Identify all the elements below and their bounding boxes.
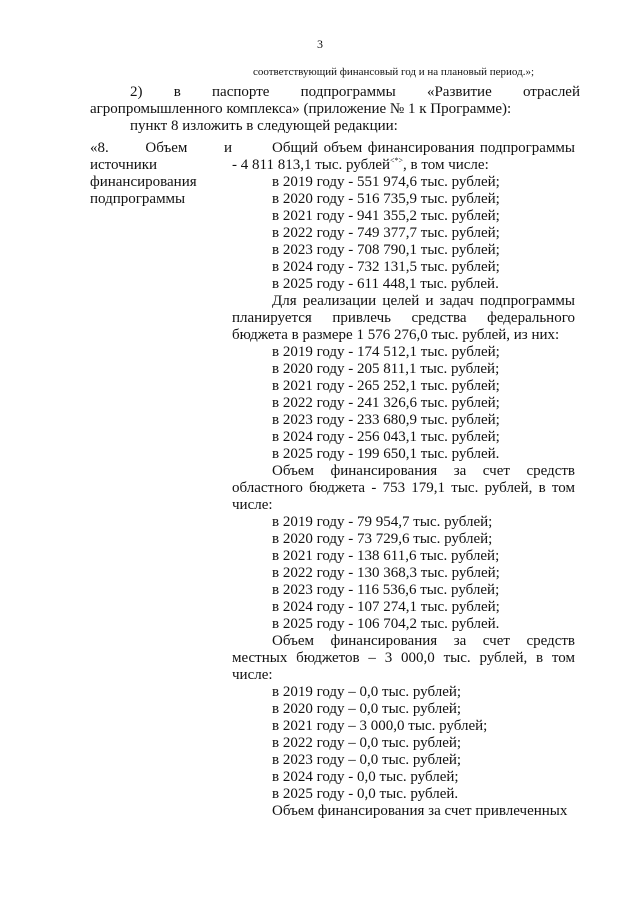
intro-line-2: агропромышленного комплекса» (приложение № 1 к Программе): xyxy=(90,101,512,117)
funding-year-item: в 2019 году - 551 974,6 тыс. рублей; xyxy=(272,174,500,190)
total-funding-list xyxy=(232,174,575,293)
total-funding-text: Общий объем финансирования подпрограммы - 4 811 813,1 тыс. рублей xyxy=(232,140,575,173)
total-funding-text-end: , в том числе: xyxy=(403,157,489,173)
intro-line-3: пункт 8 изложить в следующей редакции: xyxy=(130,118,398,134)
label-line-4: подпрограммы xyxy=(90,191,186,207)
label-word-volume: Объем xyxy=(145,140,188,156)
funding-year-item: в 2019 году - 174 512,1 тыс. рублей; xyxy=(272,344,500,360)
funding-year-item: в 2023 году – 0,0 тыс. рублей; xyxy=(272,752,462,768)
funding-year-item: в 2024 году - 107 274,1 тыс. рублей; xyxy=(272,599,500,615)
local-funding-paragraph: Объем финансирования за счет средств местных бюджетов – 3 000,0 тыс. рублей, в том числе: xyxy=(232,633,575,683)
funding-year-item: в 2025 году - 611 448,1 тыс. рублей. xyxy=(272,276,499,292)
funding-year-item: в 2020 году - 205 811,1 тыс. рублей; xyxy=(272,361,500,377)
previous-item-continuation: соответствующий финансовый год и на плановый период.»; xyxy=(253,66,535,78)
total-funding-paragraph xyxy=(232,140,575,174)
federal-funding-list xyxy=(232,344,575,463)
funding-year-item: в 2022 году – 0,0 тыс. рублей; xyxy=(272,735,462,751)
passport-item-content xyxy=(232,140,575,820)
label-line-2: источники xyxy=(90,157,158,173)
funding-year-item: в 2020 году - 516 735,9 тыс. рублей; xyxy=(272,191,500,207)
page-number: 3 xyxy=(317,37,323,51)
funding-year-item: в 2024 году - 732 131,5 тыс. рублей; xyxy=(272,259,500,275)
label-first-line xyxy=(90,140,232,157)
attracted-funding-paragraph: Объем финансирования за счет привлеченных xyxy=(272,803,568,819)
funding-year-item: в 2024 году - 256 043,1 тыс. рублей; xyxy=(272,429,500,445)
funding-year-item: в 2019 году - 79 954,7 тыс. рублей; xyxy=(272,514,493,530)
funding-year-item: в 2020 году – 0,0 тыс. рублей; xyxy=(272,701,462,717)
item-number: «8. xyxy=(90,140,109,156)
regional-funding-paragraph: Объем финансирования за счет средств областного бюджета - 753 179,1 тыс. рублей, в том числе: xyxy=(232,463,575,513)
regional-funding-list xyxy=(232,514,575,633)
funding-year-item: в 2022 году - 749 377,7 тыс. рублей; xyxy=(272,225,500,241)
funding-year-item: в 2025 году - 199 650,1 тыс. рублей. xyxy=(272,446,500,462)
funding-year-item: в 2021 году – 3 000,0 тыс. рублей; xyxy=(272,718,488,734)
funding-year-item: в 2024 году - 0,0 тыс. рублей; xyxy=(272,769,459,785)
funding-year-item: в 2025 году - 0,0 тыс. рублей. xyxy=(272,786,459,802)
label-line-3: финансирования xyxy=(90,174,197,190)
funding-year-item: в 2019 году – 0,0 тыс. рублей; xyxy=(272,684,462,700)
local-funding-list xyxy=(232,684,575,803)
funding-year-item: в 2023 году - 233 680,9 тыс. рублей; xyxy=(272,412,500,428)
funding-year-item: в 2023 году - 116 536,6 тыс. рублей; xyxy=(272,582,500,598)
footnote-marker: <*> xyxy=(390,156,404,165)
funding-year-item: в 2021 году - 941 355,2 тыс. рублей; xyxy=(272,208,500,224)
funding-year-item: в 2021 году - 265 252,1 тыс. рублей; xyxy=(272,378,500,394)
intro-line-1: 2) в паспорте подпрограммы «Развитие отраслей xyxy=(130,84,580,100)
funding-year-item: в 2025 году - 106 704,2 тыс. рублей. xyxy=(272,616,500,632)
federal-funding-paragraph: Для реализации целей и задач подпрограммы планируется привлечь средства федерального бюджета в размере 1 576 276,0 тыс. рублей, из них: xyxy=(232,293,575,343)
funding-year-item: в 2021 году - 138 611,6 тыс. рублей; xyxy=(272,548,500,564)
funding-year-item: в 2023 году - 708 790,1 тыс. рублей; xyxy=(272,242,500,258)
intro-paragraph xyxy=(90,84,580,135)
passport-item-label xyxy=(90,140,232,208)
label-word-and: и xyxy=(223,140,232,156)
funding-year-item: в 2022 году - 241 326,6 тыс. рублей; xyxy=(272,395,500,411)
funding-year-item: в 2022 году - 130 368,3 тыс. рублей; xyxy=(272,565,500,581)
funding-year-item: в 2020 году - 73 729,6 тыс. рублей; xyxy=(272,531,493,547)
